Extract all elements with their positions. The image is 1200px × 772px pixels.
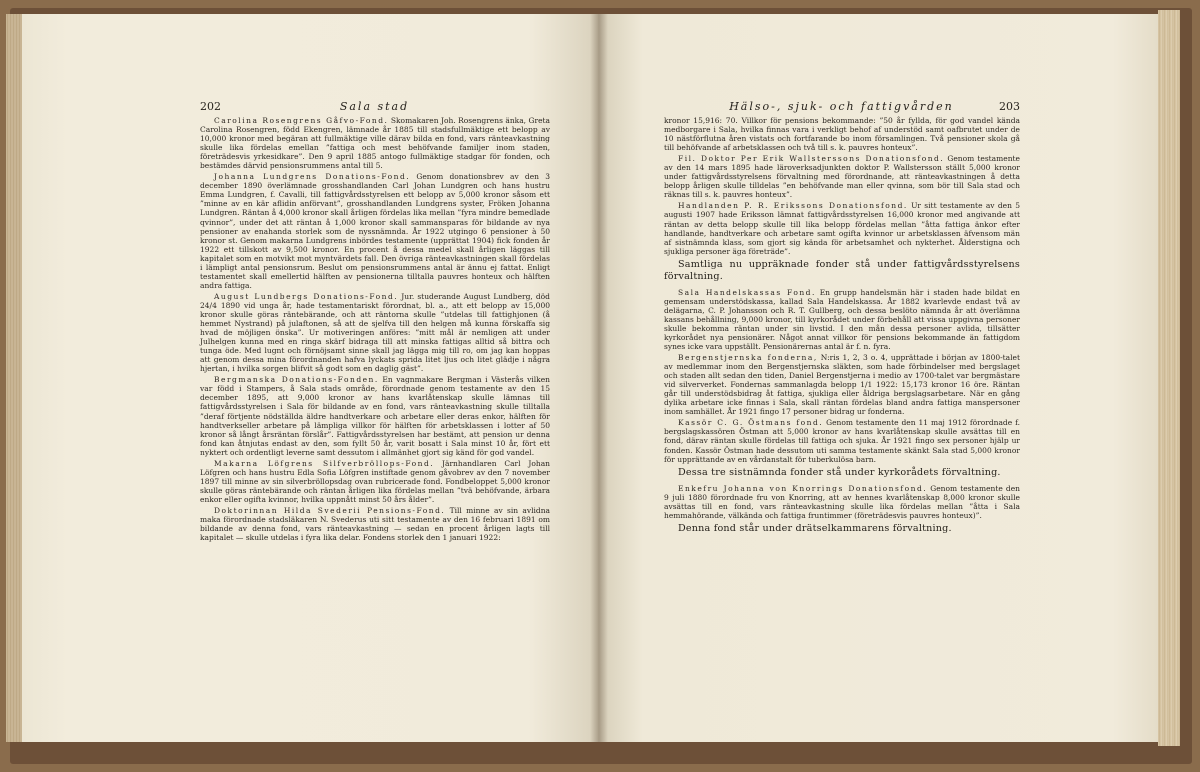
paragraph	[200, 292, 550, 373]
right-page-edges	[1158, 10, 1180, 746]
running-title: Hälso-, sjuk- och fattigvården	[729, 100, 954, 113]
left-running-head	[200, 100, 548, 113]
paragraph-text: En vagnmakare Bergman i Västerås vilken var född i Stampers, å Sala stads område, förordnade genom testamente av den 15 december 1895, att 9,000 kronor av hans kvarlåtenskap skulle lämnas till fattigvårdsstyrelsen i Sala för bildande av en fond, vars ränteavkastning skulle tilltalla ”deraf förtjente nödställda äldre handtverkare och arbetare eller deras enkor, hälften för handtverkseller arbetare på lämpliga villkor för hälften för arbetsklassen i lotter af 50 kronor så långt årsräntan förslår”. Fattigvårdsstyrelsen har bestämt, att pension ur denna fond kan åtnjutas endast av den, som fyllt 50 år, varit bosatt i Sala minst 10 år, fört ett nyktert och ordentligt leverne samt dessutom i allmänhet gjort sig känd för god vandel.	[200, 375, 550, 457]
right-page	[598, 14, 1158, 742]
fund-name: Kassör C. G. Östmans fond.	[678, 418, 824, 428]
paragraph	[664, 353, 1020, 416]
fund-name: August Lundbergs Donations-Fond.	[214, 291, 399, 301]
paragraph	[200, 459, 550, 504]
paragraph	[200, 116, 550, 170]
paragraph-text: En grupp handelsmän här i staden hade bildat en gemensam understödskassa, kallad Sala Handelskassa. År 1882 kvarlevde endast två av delägarna, C. P. Johansson och R. T. Gullberg, och dessa beslöto nämnda år att överlämna kassans behållning, 9,000 kronor, till kyrkorådet under förbehåll att vissa uppgivna personer skulle bekomma räntan under sin livstid. I den mån dessa personer avlida, tillsätter kyrkorådet nya pensionärer. Något annat villkor för pensions bekommande än fattigdom synes icke vara uppställt. Pensionärernas antal är f. n. fyra.	[664, 287, 1020, 351]
paragraph	[200, 506, 550, 542]
fund-name: Makarna Löfgrens Silfverbröllops-Fond.	[214, 458, 435, 468]
paragraph-text: N:ris 1, 2, 3 o. 4, upprättade i början av 1800-talet av medlemmar inom den Bergenstjernska släkten, som hade förbindelser med bergslaget och staden allt sedan den tiden, Daniel Bergenstjerna i medio av 1700-talet var bergmästare vid silververket. Fondernas sammanlagda belopp 1/1 1922: 15,173 kronor 16 öre. Räntan går till understödsbidrag åt fattiga, sjukliga eller åldriga bergslagsarbetare. När en gång dylika arbetare icke finnas i Sala, skall räntan fördelas bland andra fattiga manspersoner inom samhället. År 1921 fingo 17 personer bidrag ur fonderna.	[664, 353, 1020, 417]
fund-name: Handlanden P. R. Erikssons Donationsfond.	[678, 201, 908, 211]
paragraph-text: Skomakaren Joh. Rosengrens änka, Greta Carolina Rosengren, född Ekengren, lämnade år 1885 till stadsfullmäktige ett belopp av 10,000 kronor med begäran att fullmäktige ville därav bilda en fond, vars ränteavkastning skulle lika fördelas emellan ”fattiga och mest behöfvande familjer inom staden, företrädesvis yrkesidkare”. Den 9 april 1885 antogo fullmäktige stadgar för fonden, och bestämdes därvid pensionsrummens antal till 5.	[200, 116, 551, 171]
paragraph-text: Ur sitt testamente av den 5 augusti 1907 hade Eriksson lämnat fattigvårdsstyrelsen 16,000 kronor med angivande att räntan av detta belopp skulle till lika belopp fördelas mellan ”åtta fattiga änkor efter handlande, handtverkare och arbetare samt ogifta kvinnor ur arbetsklassen äfvensom män af sistnämnda klass, som gjort sig kända för arbetsamhet och nykterhet. Ålderstigna och sjukliga personer äga företräde”.	[664, 201, 1021, 256]
paragraph	[200, 172, 550, 290]
paragraph	[664, 201, 1020, 255]
paragraph-text: kronor 15,916: 70. Villkor för pensions bekommande: ”50 år fyllda, för god vandel kända medborgare i Sala, hvilka finnas vara i verkligt behof af understöd samt oafbrutet under de 10 nästförflutna åren vistats och fortfarande bo inom församlingen. Två pensioner skola gå till behöfvande af arbetsklassen och två till s. k. pauvres honteux”.	[664, 116, 1020, 153]
fund-name: Enkefru Johanna von Knorrings Donationsfond.	[678, 483, 928, 493]
fund-name: Sala Handelskassas Fond.	[678, 287, 816, 297]
paragraph	[664, 116, 1020, 152]
paragraph-text: Genom testamente av den 14 mars 1895 hade läroverksadjunkten doktor P. Wallstersson ställt 5,000 kronor under fattigvårdsstyrelsens förvaltning med förordnande, att ränteavkastningen å detta belopp årligen skulle tilldelas ”en behöfvande man eller qvinna, som bör till Sala stad och räknas till s. k. pauvres honteux”.	[664, 154, 1020, 200]
paragraph-text: Genom testamente den 9 juli 1880 förordnade fru von Knorring, att av hennes kvarlåtenskap 8,000 kronor skulle avsättas till en fond, vars ränteavkastning skulle lika fördelas mellan ”åtta i Sala hemmahörande, välkända och fattiga fruntimmer (företrädesvis pauvres honteux)”.	[664, 483, 1020, 520]
paragraph-text: Jur. studerande August Lundberg, död 24/4 1890 vid unga år, hade testamentariskt förordnat, bl. a., att ett belopp av 15,000 kronor skulle göras räntebärande, och att räntorna skulle ”utdelas till fattighjonen (å hemmet Nystrand) på julaftonen, så att de sjelfva till den helgen må kunna förskaffa sig hvad de möjligen önska”. Ur motiveringen anföres: ”mitt mål är nemligen att under Julhelgen kunna med en ringa skärf bidraga till att minska fattigas alltid så bittra och tunga öde. Med lugnt och förnöjsamt sinne skall jag lägga mig till ro, om jag kan hoppas att genom dessa mina förordnanden hafva lyckats sprida litet ljus och litet glädje i några hjertan, i hvilka sorgen blifvit så godt som en daglig gäst”.	[200, 291, 550, 374]
section-note: Samtliga nu uppräknade fonder stå under fattigvårdsstyrelsens förvaltning.	[664, 258, 1020, 282]
paragraph-text: Järnhandlaren Carl Johan Löfgren och hans hustru Edla Sofia Löfgren instiftade genom gåvobrev av den 7 november 1897 till minne av sin silverbröllopsdag ovan rubricerade fond. Fondbeloppet 5,000 kronor skulle göras räntebärande och räntan årligen lika fördelas mellan ”tvä behöfvande, ärbara enkor eller ogifta kvinnor, hvilka uppnått minst 50 års ålder”.	[200, 458, 550, 504]
paragraph	[664, 418, 1020, 463]
right-body-text	[664, 116, 1020, 540]
paragraph	[664, 288, 1020, 351]
running-title: Sala stad	[339, 100, 410, 113]
paragraph-text: Genom donationsbrev av den 3 december 1890 överlämnade grosshandlanden Carl Johan Lundgren och hans hustru Emma Lundgren, f. Cavalli, till fattigvårdsstyrelsen ett belopp av 5,000 kronor såsom ett ”minne av en kär aflidin anförvant”, grosshandlanden Lundgrens syster, Fröken Johanna Lundgren. Räntan å 4,000 kronor skall årligen fördelas lika mellan ”fyra mindre bemedlade qvinnor”, under det att räntan å 1,000 kronor skall sammansparas för bildande av nya pensioner av enahanda storlek som de nyssnämnda. År 1922 utgingo 6 pensioner à 50 kronor st. Genom makarna Lundgrens inbördes testamente (upprättat 1904) fick fonden år 1922 ett tillskott av 9,500 kronor. En procent å dessa medel skall årligen läggas till kapitalet som en motvikt mot myntvärdets fall. Den övriga ränteavkastningen skall fördelas i lämpligt antal pensionsrum. Beslut om pensionsrummens antal är ännu ej fattat. Enligt testamentet skall emellertid hälften av pensionerna tilltalla pauvres honteux och hälften andra fattiga.	[200, 172, 550, 290]
paragraph	[200, 375, 550, 456]
section-note: Dessa tre sistnämnda fonder stå under kyrkorådets förvaltning.	[678, 466, 1001, 478]
paragraph	[664, 154, 1020, 199]
fund-name: Fil. Doktor Per Erik Wallsterssons Donationsfond.	[678, 154, 945, 164]
left-body-text	[200, 116, 550, 544]
right-running-head	[664, 100, 1020, 113]
section-note: Denna fond står under drätselkammarens förvaltning.	[678, 522, 952, 534]
fund-name: Bergenstjernska fonderna,	[678, 353, 818, 363]
fund-name: Johanna Lundgrens Donations-Fond.	[214, 172, 411, 182]
page-number: 202	[200, 100, 221, 113]
left-page	[22, 14, 598, 742]
fund-name: Doktorinnan Hilda Svederii Pensions-Fond.	[214, 505, 446, 515]
paragraph-text: Till minne av sin avlidna maka förordnade stadsläkaren N. Svederus uti sitt testamente av den 16 februari 1891 om bildande av denna fond, vars ränteavkastning — sedan en procent årligen lagts till kapitalet — skulle utdelas i fyra lika delar. Fondens storlek den 1 januari 1922:	[200, 505, 550, 543]
fund-name: Bergmanska Donations-Fonden.	[214, 375, 379, 385]
page-number: 203	[998, 100, 1020, 113]
book-gutter	[590, 14, 608, 742]
paragraph-text: Genom testamente den 11 maj 1912 förordnade f. bergslagskassören Östman att 5,000 kronor av hans kvarlåtenskap skulle avsättas till en fond, därav räntan skulle fördelas till fattiga och sjuka. År 1921 fingo sex personer hjälp ur fonden. Kassör Östman hade dessutom uti samma testamente skänkt Sala stad 5,000 kronor för upprättande av en vårdanstalt för tuberkulösa barn.	[664, 418, 1020, 464]
left-page-edges	[6, 14, 22, 742]
fund-name: Carolina Rosengrens Gåfvo-Fond.	[214, 116, 389, 125]
paragraph	[664, 484, 1020, 520]
